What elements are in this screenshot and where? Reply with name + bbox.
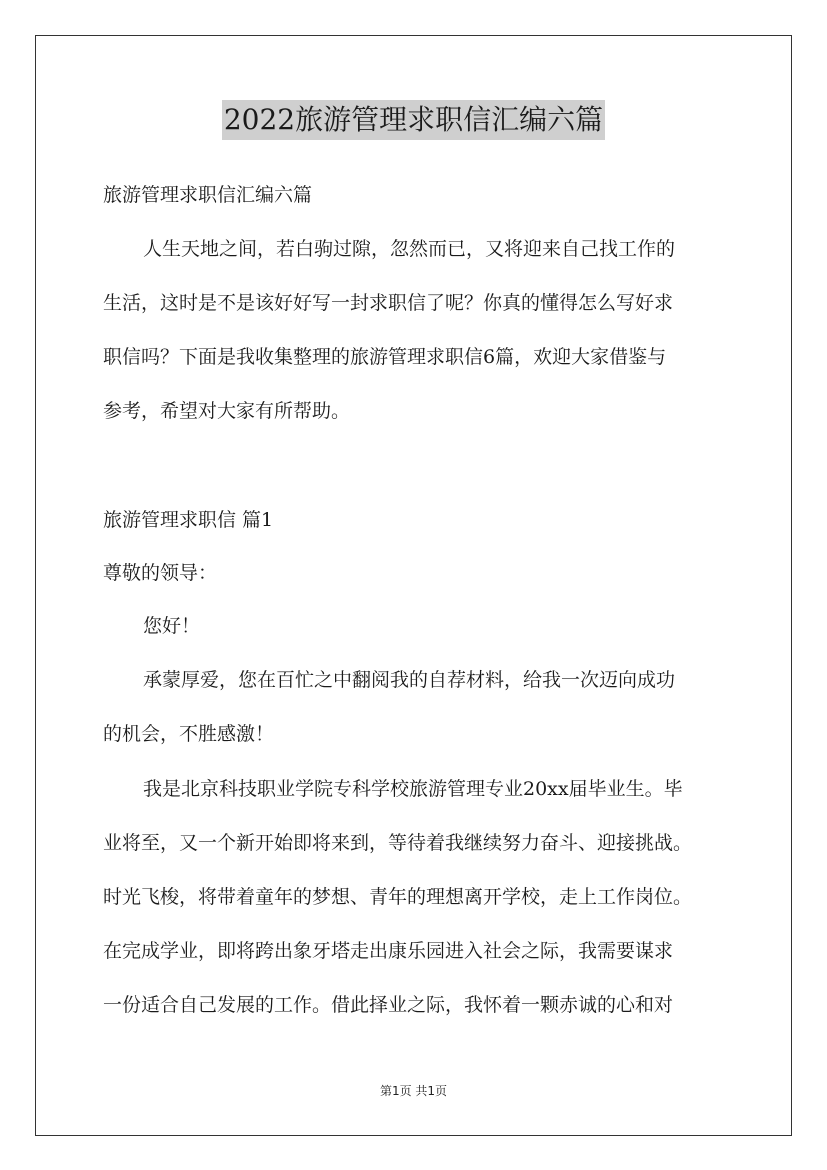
intro-line-4: 参考，希望对大家有所帮助。 [103, 400, 351, 422]
section-heading: 旅游管理求职信 篇1 [103, 509, 274, 531]
para1-line-1: 承蒙厚爱，您在百忙之中翻阅我的自荐材料，给我一次迈向成功 [143, 669, 676, 691]
para2-line-4: 在完成学业，即将跨出象牙塔走出康乐园进入社会之际，我需要谋求 [103, 940, 674, 962]
para2-line-3: 时光飞梭，将带着童年的梦想、青年的理想离开学校，走上工作岗位。 [103, 886, 693, 908]
para2-line-2: 业将至，又一个新开始即将来到，等待着我继续努力奋斗、迎接挑战。 [103, 832, 693, 854]
document-title: 2022旅游管理求职信汇编六篇 [222, 100, 605, 140]
page-footer: 第1页 共1页 [379, 1084, 448, 1098]
para2-line-1: 我是北京科技职业学院专科学校旅游管理专业20xx届毕业生。毕 [143, 778, 683, 800]
document-subtitle: 旅游管理求职信汇编六篇 [103, 184, 313, 206]
salutation: 尊敬的领导： [103, 562, 218, 584]
intro-line-1: 人生天地之间，若白驹过隙，忽然而已，又将迎来自己找工作的 [143, 238, 676, 260]
title-container [0, 100, 827, 140]
para2-line-5: 一份适合自己发展的工作。借此择业之际，我怀着一颗赤诚的心和对 [103, 994, 674, 1016]
intro-line-3: 职信吗？下面是我收集整理的旅游管理求职信6篇，欢迎大家借鉴与 [103, 346, 667, 368]
greeting: 您好！ [143, 615, 201, 637]
para1-line-2: 的机会，不胜感激！ [103, 723, 275, 745]
intro-line-2: 生活，这时是不是该好好写一封求职信了呢？你真的懂得怎么写好求 [103, 292, 674, 314]
